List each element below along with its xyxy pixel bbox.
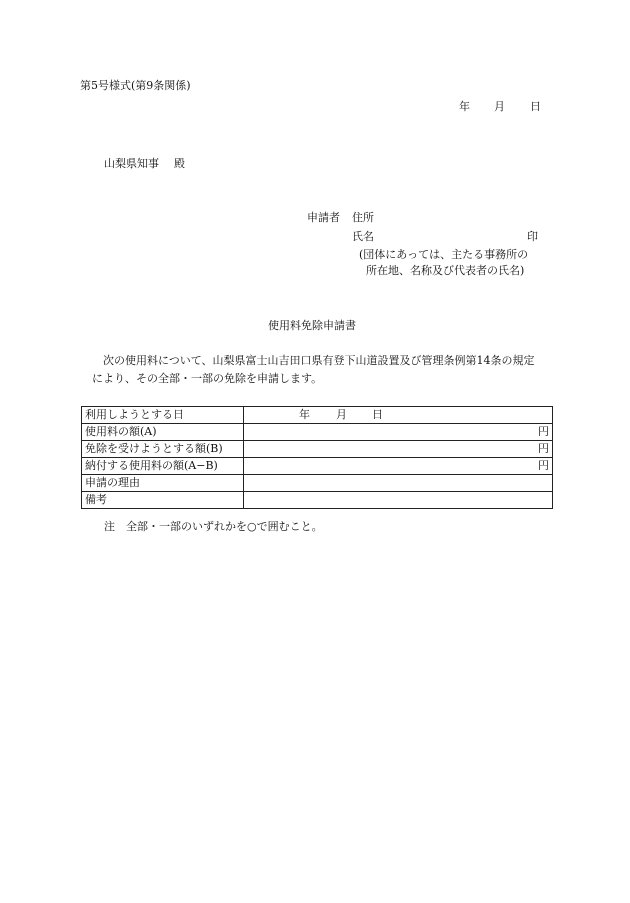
table-row-reason <box>82 475 553 492</box>
table-row-remarks <box>82 492 553 509</box>
table-label-fee-amount: 使用料の額(A) <box>82 424 244 441</box>
usage-day-label: 日 <box>372 408 383 421</box>
table-row-payment-amount <box>82 458 553 475</box>
table-row-usage-date <box>82 407 553 424</box>
org-note-line-2: 所在地、名称及び代表者の氏名) <box>366 264 525 277</box>
usage-month-label: 月 <box>336 408 347 421</box>
table-value-exemption-amount[interactable]: 円 <box>244 441 553 458</box>
address-label: 住所 <box>352 211 374 224</box>
seal-mark: 印 <box>527 230 538 243</box>
table-label-remarks: 備考 <box>82 492 244 509</box>
addressee-honorific: 殿 <box>174 157 185 170</box>
body-text-line-2: により、その全部・一部の免除を申請します。 <box>92 372 323 385</box>
name-label: 氏名 <box>352 230 374 243</box>
form-number: 第5号様式(第9条関係) <box>80 79 191 92</box>
table-label-exemption-amount: 免除を受けようとする額(B) <box>82 441 244 458</box>
body-text-line-1: 次の使用料について、山梨県富士山吉田口県有登下山道設置及び管理条例第14条の規定 <box>103 354 535 367</box>
addressee-name: 山梨県知事 <box>104 157 159 170</box>
date-day: 日 <box>530 100 541 113</box>
table-row-exemption-amount <box>82 441 553 458</box>
fee-table <box>81 406 553 509</box>
table-value-remarks[interactable] <box>244 492 553 509</box>
table-label-usage-date: 利用しようとする日 <box>82 407 244 424</box>
usage-year-label: 年 <box>299 408 310 421</box>
date-year: 年 <box>459 100 470 113</box>
applicant-label: 申請者 <box>307 211 340 224</box>
org-note-line-1: (団体にあっては、主たる事務所の <box>359 248 529 261</box>
table-value-reason[interactable] <box>244 475 553 492</box>
document-title: 使用料免除申請書 <box>268 319 356 332</box>
table-label-payment-amount: 納付する使用料の額(A−B) <box>82 458 244 475</box>
footnote: 注 全部・一部のいずれかを○で囲むこと。 <box>104 520 323 533</box>
table-value-payment-amount[interactable]: 円 <box>244 458 553 475</box>
date-month: 月 <box>494 100 505 113</box>
table-label-reason: 申請の理由 <box>82 475 244 492</box>
table-value-fee-amount[interactable]: 円 <box>244 424 553 441</box>
table-value-usage-date[interactable] <box>244 407 553 424</box>
table-row-fee-amount <box>82 424 553 441</box>
